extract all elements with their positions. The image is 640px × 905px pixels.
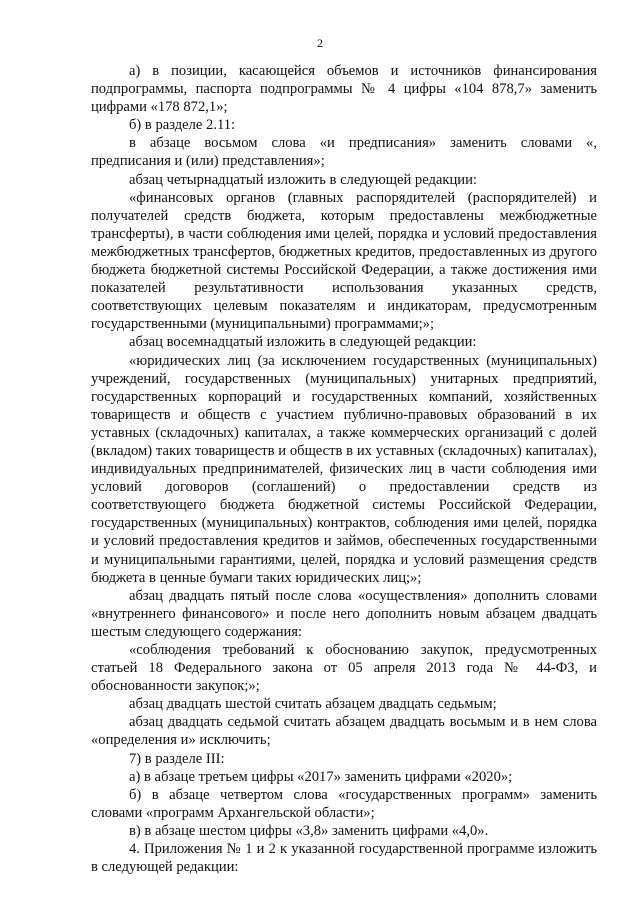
paragraph: в) в абзаце шестом цифры «3,8» заменить цифрами «4,0».: [129, 822, 489, 839]
paragraph: абзац двадцать пятый после слова «осуществления» дополнить словами «внутреннего финансового» и после него дополнить новым абзацем двадцать шестым следующего содержания:: [91, 587, 597, 640]
paragraph: абзац двадцать шестой считать абзацем двадцать седьмым;: [129, 696, 497, 713]
paragraph: а) в абзаце третьем цифры «2017» заменить цифрами «2020»;: [129, 768, 513, 785]
document-body: [91, 62, 597, 876]
paragraph: абзац восемнадцатый изложить в следующей редакции:: [129, 334, 477, 351]
paragraph: б) в абзаце четвертом слова «государственных программ» заменить словами «программ Архангельской области»;: [91, 786, 597, 821]
paragraph: б) в разделе 2.11:: [129, 117, 236, 134]
paragraph: 7) в разделе III:: [129, 750, 225, 767]
paragraph: «финансовых органов (главных распорядителей (распорядителей) и получателей средств бюджета, которым предоставлены межбюджетные трансферты), в части соблюдения ими целей, порядка и условий предоставления межбюджетных трансфертов, бюджетных кредитов, предоставленных из другого бюджета бюджетной системы Российской Федерации, а также достижения ими показателей результативности использования указанных средств, соответствующих целевым показателям и индикаторам, предусмотренным государственными (муниципальными) программами;»;: [91, 189, 597, 333]
page-number: 2: [317, 36, 323, 50]
paragraph: «юридических лиц (за исключением государственных (муниципальных) учреждений, государственных (муниципальных) унитарных предприятий, государственных корпораций и государственных компаний, хозяйственных товариществ и обществ с участием публично-правовых образований в их уставных (складочных) капиталах, а также коммерческих организаций с долей (вкладом) таких товариществ и обществ в их уставных (складочных) капиталах), индивидуальных предпринимателей, физических лиц в части соблюдения ими условий договоров (соглашений) о предоставлении средств из соответствующего бюджета бюджетной системы Российской Федерации, государственных (муниципальных) контрактов, соблюдения ими целей, порядка и условий предоставления кредитов и займов, обеспеченных государственными и муниципальными гарантиями, целей, порядка и условий размещения средств бюджета в ценные бумаги таких юридических лиц;»;: [91, 352, 597, 586]
paragraph: «соблюдения требований к обоснованию закупок, предусмотренных статьей 18 Федерального закона от 05 апреля 2013 года № 44-ФЗ, и обоснованности закупок;»;: [91, 642, 597, 695]
paragraph: в абзаце восьмом слова «и предписания» заменить словами «, предписания и (или) представления»;: [91, 135, 597, 170]
paragraph: абзац двадцать седьмой считать абзацем двадцать восьмым и в нем слова «определения и» исключить;: [91, 714, 597, 749]
paragraph: 4. Приложения № 1 и 2 к указанной государственной программе изложить в следующей редакции:: [91, 841, 597, 876]
paragraph: абзац четырнадцатый изложить в следующей редакции:: [129, 171, 477, 188]
paragraph: а) в позиции, касающейся объемов и источников финансирования подпрограммы, паспорта подпрограммы № 4 цифры «104 878,7» заменить цифрами «178 872,1»;: [91, 63, 597, 116]
